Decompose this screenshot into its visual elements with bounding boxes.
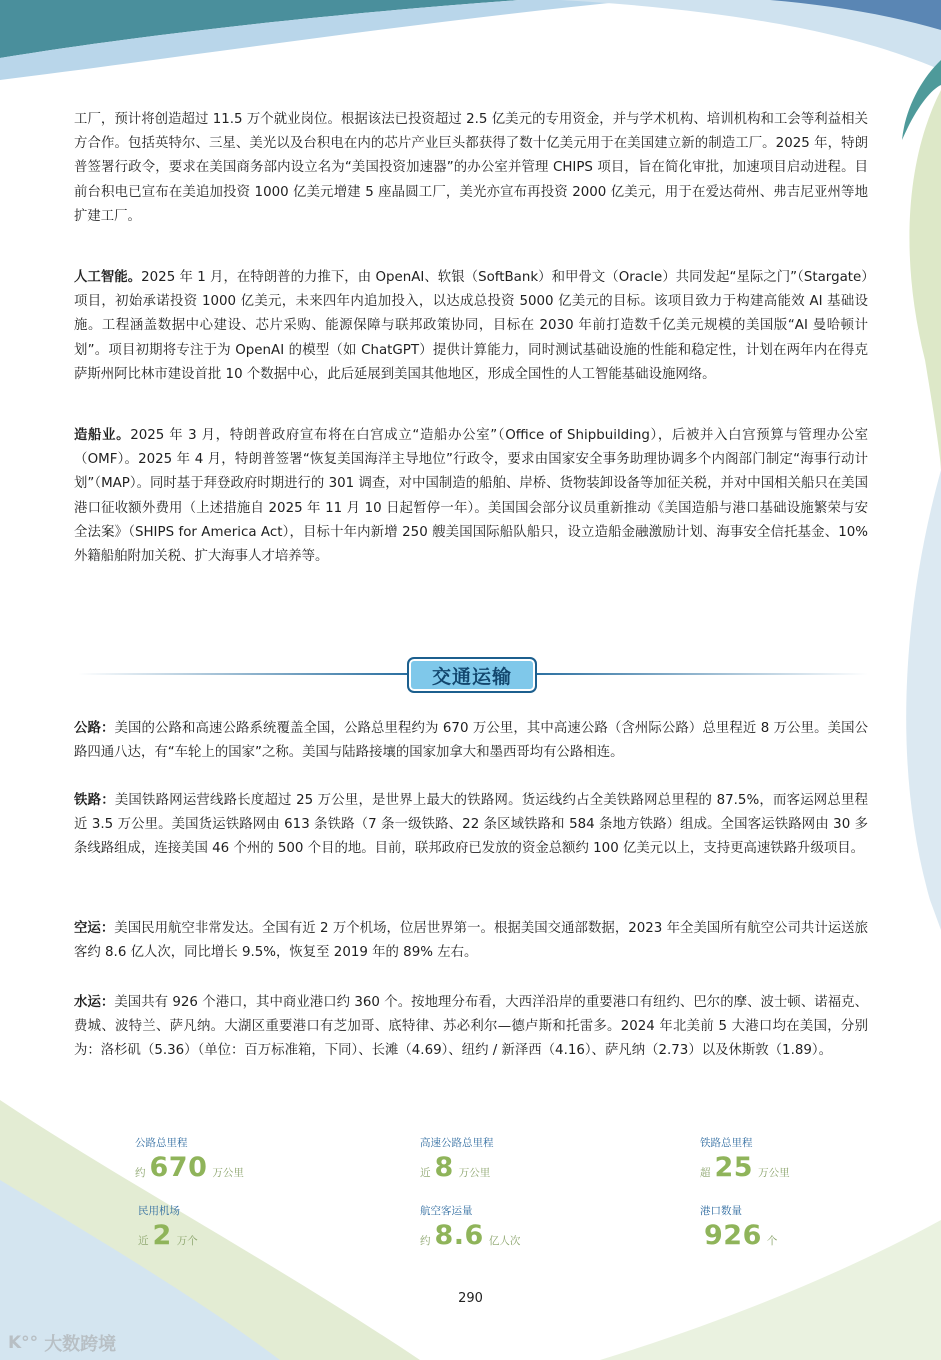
- right-blue-curve: [906, 470, 941, 930]
- paragraph-text-ai: 2025 年 1 月，在特朗普的力推下，由 OpenAI、软银（SoftBank）和甲骨文（Oracle）共同发起“星际之门”（Stargate）项目，初始承诺投资 1000 亿美元，未来四年内追加投入，以达成总投资 5000 亿美元的目标。该项目致力于构建高能效 AI 基础设施。工程涵盖数据中心建设、芯片采购、能源保障与联邦政策协同，目标在 2030 年前打造数千亿美元规模的美国版“AI 曼哈顿计划”。项目初期将专注于为 OpenAI 的模型（如 ChatGPT）提供计算能力，同时测试基础设施的性能和稳定性，计划在两年内在得克萨斯州阿比林市建设首批 10 个数据中心，此后延展到美国其他地区，形成全国性的人工智能基础设施网络。: [74, 270, 868, 382]
- stat-value: 670: [149, 1152, 208, 1183]
- stat-prefix: 近: [420, 1167, 431, 1179]
- stat-prefix: 约: [135, 1167, 146, 1179]
- watermark-text: 大数跨境: [44, 1334, 117, 1355]
- paragraph-text-highway: 美国的公路和高速公路系统覆盖全国，公路总里程约为 670 万公里，其中高速公路（含州际公路）总里程近 8 万公里。美国公路四通八达，有“车轮上的国家”之称。美国与陆路接壤的国家加拿大和墨西哥均有公路相连。: [74, 721, 869, 761]
- stat-label: 港口数量: [700, 1205, 742, 1217]
- stat-unit: 万公里: [758, 1167, 790, 1179]
- watermark: [8, 1330, 116, 1356]
- stat-prefix: 近: [138, 1235, 149, 1247]
- stat-prefix: 超: [700, 1167, 711, 1179]
- paragraph-text-waterway: 美国共有 926 个港口，其中商业港口约 360 个。按地理分布看，大西洋沿岸的重要港口有纽约、巴尔的摩、波士顿、诺福克、费城、波特兰、萨凡纳。大湖区重要港口有芝加哥、底特律、苏必利尔—德卢斯和托雷多。2024 年北美前 5 大港口均在美国，分别为：洛杉矶（5.36）（单位：百万标准箱，下同）、长滩（4.69）、纽约 / 新泽西（4.16）、萨凡纳（2.73）以及休斯敦（1.89）。: [74, 995, 869, 1059]
- stat-label: 民用机场: [138, 1205, 180, 1217]
- stat-label: 航空客运量: [420, 1205, 473, 1217]
- paragraph-text-railway: 美国铁路网运营线路长度超过 25 万公里，是世界上最大的铁路网。货运线约占全美铁路网总里程的 87.5%，而客运网总里程近 3.5 万公里。美国货运铁路网由 613 条铁路（7 条一级铁路、22 条区域铁路和 584 条地方铁路）组成。全国客运铁路网由 30 多条线路组成，连接美国 46 个州的 500 个目的地。目前，联邦政府已发放的资金总额约 100 亿美元以上，支持更高速铁路升级项目。: [74, 793, 869, 857]
- stat-value: 8: [434, 1152, 454, 1183]
- stat-value: 25: [714, 1152, 754, 1183]
- page-number: 290: [458, 1291, 483, 1306]
- stat-label: 铁路总里程: [700, 1137, 753, 1149]
- paragraph-lead-shipbuilding: 造船业。: [74, 428, 131, 443]
- paragraph-lead-ai: 人工智能。: [74, 270, 142, 285]
- paragraph-lead-waterway: 水运：: [74, 995, 115, 1010]
- stat-value: 2: [152, 1220, 172, 1251]
- stat-prefix: 约: [420, 1235, 431, 1247]
- stat-label: 高速公路总里程: [420, 1137, 494, 1149]
- stat-value: 926: [704, 1220, 762, 1251]
- paragraph-aviation: [74, 917, 868, 965]
- stat-railway-mileage: [700, 1135, 790, 1183]
- stat-unit: 亿人次: [488, 1235, 521, 1247]
- stat-unit: 万公里: [212, 1167, 244, 1179]
- watermark-logo-icon: K°°: [8, 1333, 39, 1353]
- paragraph-highway: [74, 717, 868, 765]
- stat-road-mileage: [135, 1135, 244, 1183]
- paragraph-text-shipbuilding: 2025 年 3 月，特朗普政府宣布将在白宫成立“造船办公室”（Office of Shipbuilding），后被并入白宫预算与管理办公室（OMF）。2025 年 4 月，特朗普签署“恢复美国海洋主导地位”行政令，要求由国家安全事务助理协调多个内阁部门制定“海事行动计划”（MAP）。同时基于拜登政府时期进行的 301 调查，对中国制造的船舶、岸桥、货物装卸设备等加征关税，并对中国相关船只在美国港口征收额外费用（上述措施自 2025 年 11 月 10 日起暂停一年）。美国国会部分议员重新推动《美国造船与港口基础设施繁荣与安全法案》（SHIPS for America Act），目标十年内新增 250 艘美国国际船队船只，设立造船金融激励计划、海事安全信托基金、10% 外籍船舶附加关税、扩大海事人才培养等。: [74, 428, 869, 565]
- stat-unit: 万公里: [458, 1167, 491, 1179]
- section-divider-left: [78, 673, 407, 675]
- paragraph-lead-aviation: 空运：: [74, 921, 115, 936]
- stat-unit: 个: [766, 1235, 778, 1247]
- stat-expressway-mileage: [420, 1135, 494, 1183]
- stat-civil-airports: [138, 1203, 198, 1251]
- stat-value: 8.6: [434, 1220, 484, 1251]
- section-divider-right: [533, 673, 868, 675]
- paragraph-shipbuilding: [74, 424, 868, 569]
- paragraph-railway: [74, 789, 868, 862]
- stat-unit: 万个: [176, 1235, 198, 1247]
- paragraph-lead-railway: 铁路：: [74, 793, 115, 808]
- paragraph-waterway: [74, 991, 868, 1064]
- paragraph-text: 工厂，预计将创造超过 11.5 万个就业岗位。根据该法已投资超过 2.5 亿美元的专用资金，并与学术机构、培训机构和工会等利益相关方合作。包括英特尔、三星、美光以及台积电在内的芯片产业巨头都获得了数十亿美元用于在美国建立新的制造工厂。2025 年，特朗普签署行政令，要求在美国商务部内设立名为“美国投资加速器”的办公室并管理 CHIPS 项目，旨在简化审批，加速项目启动进程。目前台积电已宣布在美追加投资 1000 亿美元增建 5 座晶圆工厂，美光亦宣布再投资 2000 亿美元，用于在爱达荷州、弗吉尼亚州等地扩建工厂。: [74, 112, 868, 224]
- paragraph-chips-continuation: [74, 108, 868, 229]
- paragraph-text-aviation: 美国民用航空非常发达。全国有近 2 万个机场，位居世界第一。根据美国交通部数据，2023 年全美国所有航空公司共计运送旅客约 8.6 亿人次，同比增长 9.5%，恢复至 2019 年的 89% 左右。: [74, 921, 869, 961]
- stat-label: 公路总里程: [135, 1137, 188, 1149]
- section-title-transport: 交通运输: [407, 657, 537, 693]
- stat-air-passengers: [420, 1203, 520, 1251]
- right-green-curve: [909, 90, 941, 470]
- stat-port-count: [700, 1203, 777, 1251]
- paragraph-lead-highway: 公路：: [74, 721, 115, 736]
- paragraph-ai: [74, 266, 868, 387]
